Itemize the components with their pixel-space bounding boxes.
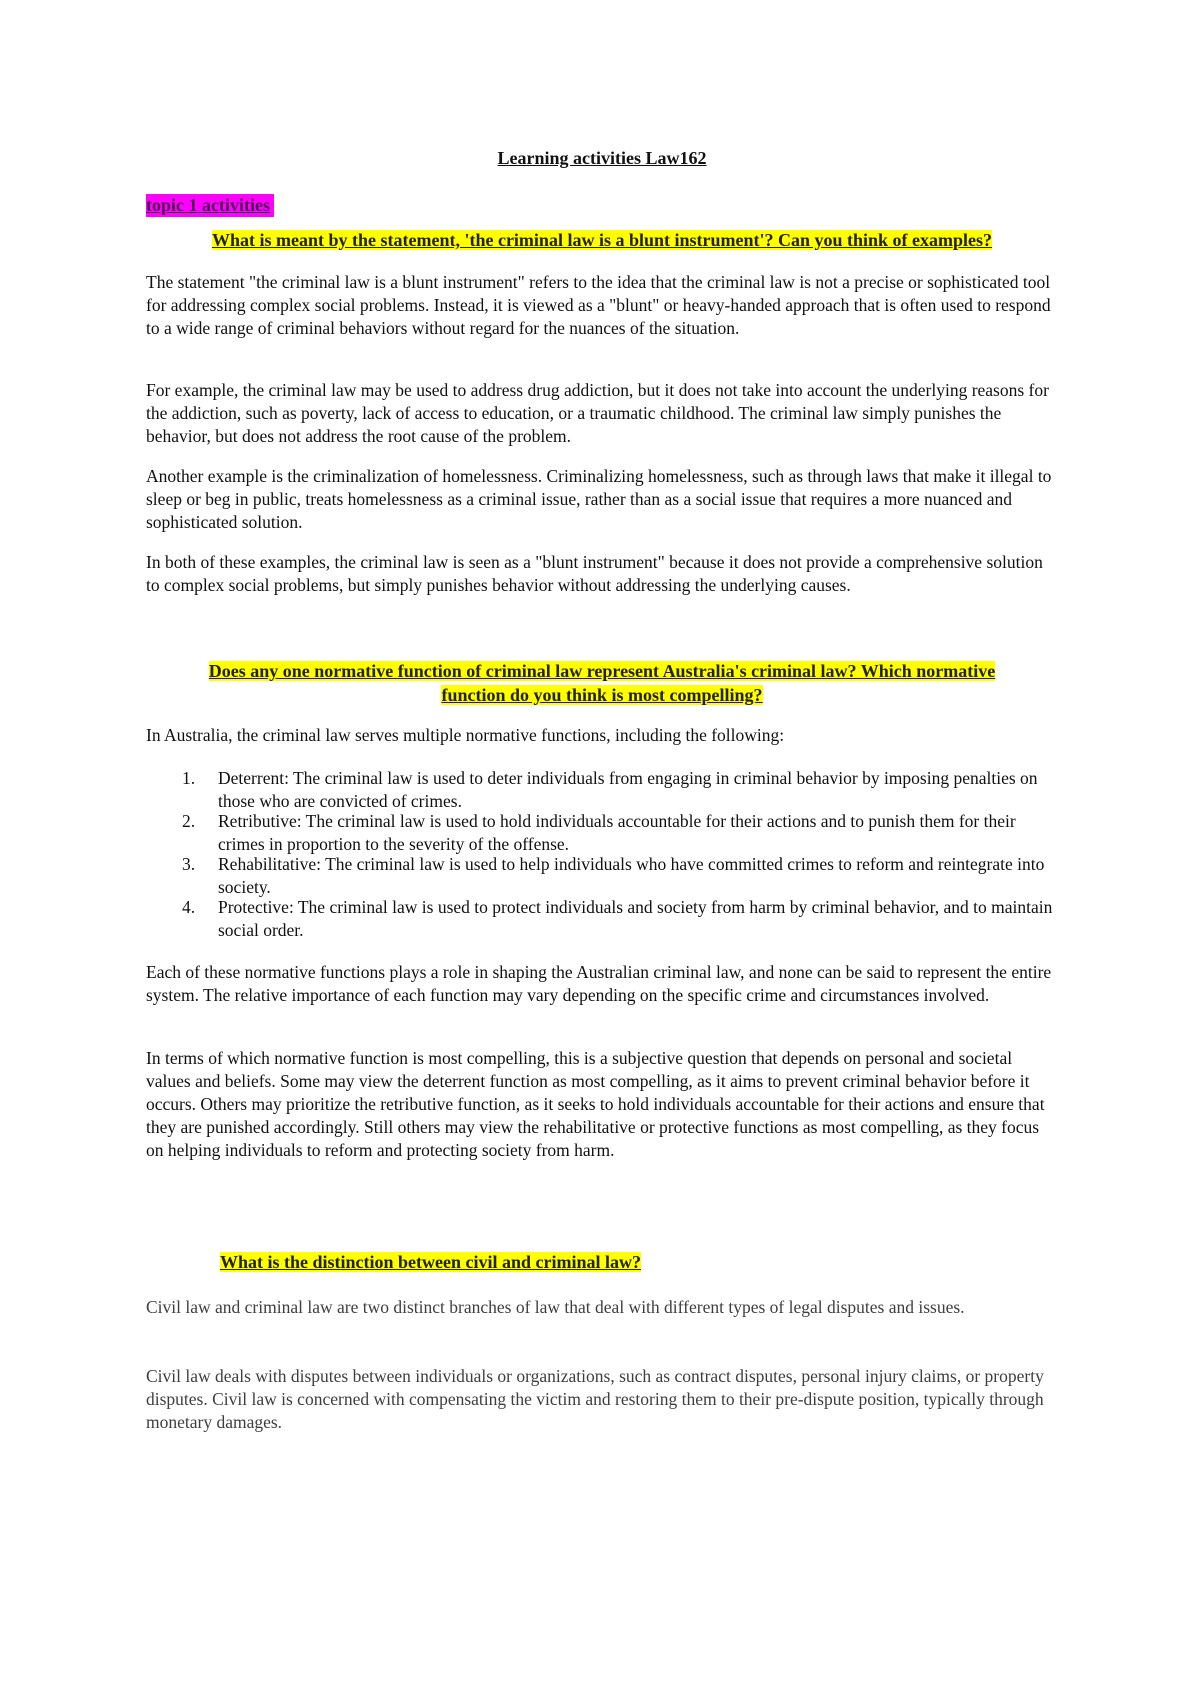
q1-paragraph-4: In both of these examples, the criminal law is seen as a "blunt instrument" because it does not provide a comprehensive solution to complex social problems, but simply punishes behavior without addressing the underlying causes. [146, 552, 1043, 595]
question-3-text: What is the distinction between civil and criminal law? [220, 1252, 642, 1272]
question-2-line-1: Does any one normative function of criminal law represent Australia's criminal law? Which normative [208, 661, 996, 681]
document-title: Learning activities Law162 [497, 148, 707, 168]
question-2-heading [146, 659, 1058, 707]
question-1-heading [146, 228, 1058, 252]
q3-paragraph-2: Civil law deals with disputes between individuals or organizations, such as contract disputes, personal injury claims, or property disputes. Civil law is concerned with compensating the victim and restoring them to their pre-dispute position, typically through monetary damages. [146, 1366, 1044, 1432]
q3-paragraph-1: Civil law and criminal law are two distinct branches of law that deal with different types of legal disputes and issues. [146, 1297, 965, 1317]
q1-paragraph-2: For example, the criminal law may be used to address drug addiction, but it does not take into account the underlying reasons for the addiction, such as poverty, lack of access to education, or a traumatic childhood. The criminal law simply punishes the behavior, but does not address the root cause of the problem. [146, 380, 1049, 446]
list-item: 3. Rehabilitative: The criminal law is used to help individuals who have committed crimes to reform and reintegrate into society. [182, 854, 1045, 897]
q2-intro: In Australia, the criminal law serves multiple normative functions, including the following: [146, 725, 785, 745]
question-2-line-2: function do you think is most compelling? [441, 685, 763, 705]
normative-functions-list [146, 767, 1058, 939]
q1-paragraph-1: The statement "the criminal law is a blunt instrument" refers to the idea that the criminal law is not a precise or sophisticated tool for addressing complex social problems. Instead, it is viewed as a "blunt" or heavy-handed approach that is often used to respond to a wide range of criminal behaviors without regard for the nuances of the situation. [146, 272, 1051, 338]
list-item: 4. Protective: The criminal law is used to protect individuals and society from harm by criminal behavior, and to maintain social order. [182, 897, 1053, 940]
topic-label: topic 1 activities [146, 194, 274, 217]
q1-paragraph-3: Another example is the criminalization of homelessness. Criminalizing homelessness, such as through laws that make it illegal to sleep or beg in public, treats homelessness as a criminal issue, rather than as a social issue that requires a more nuanced and sophisticated solution. [146, 466, 1052, 532]
q2-paragraph-2: In terms of which normative function is most compelling, this is a subjective question that depends on personal and societal values and beliefs. Some may view the deterrent function as most compelling, as it aims to prevent criminal behavior before it occurs. Others may prioritize the retributive function, as it seeks to hold individuals accountable for their actions and ensure that they are punished accordingly. Still others may view the rehabilitative or protective functions as most compelling, as they focus on helping individuals to reform and protecting society from harm. [146, 1048, 1045, 1160]
list-item: 1. Deterrent: The criminal law is used to deter individuals from engaging in criminal behavior by imposing penalties on those who are convicted of crimes. [182, 768, 1038, 811]
list-item: 2. Retributive: The criminal law is used to hold individuals accountable for their actions and to punish them for their crimes in proportion to the severity of the offense. [182, 811, 1016, 854]
question-1-text: What is meant by the statement, 'the criminal law is a blunt instrument'? Can you think of examples? [211, 230, 993, 250]
question-3-heading [220, 1250, 641, 1274]
q2-paragraph-1: Each of these normative functions plays a role in shaping the Australian criminal law, and none can be said to represent the entire system. The relative importance of each function may vary depending on the specific crime and circumstances involved. [146, 962, 1052, 1005]
